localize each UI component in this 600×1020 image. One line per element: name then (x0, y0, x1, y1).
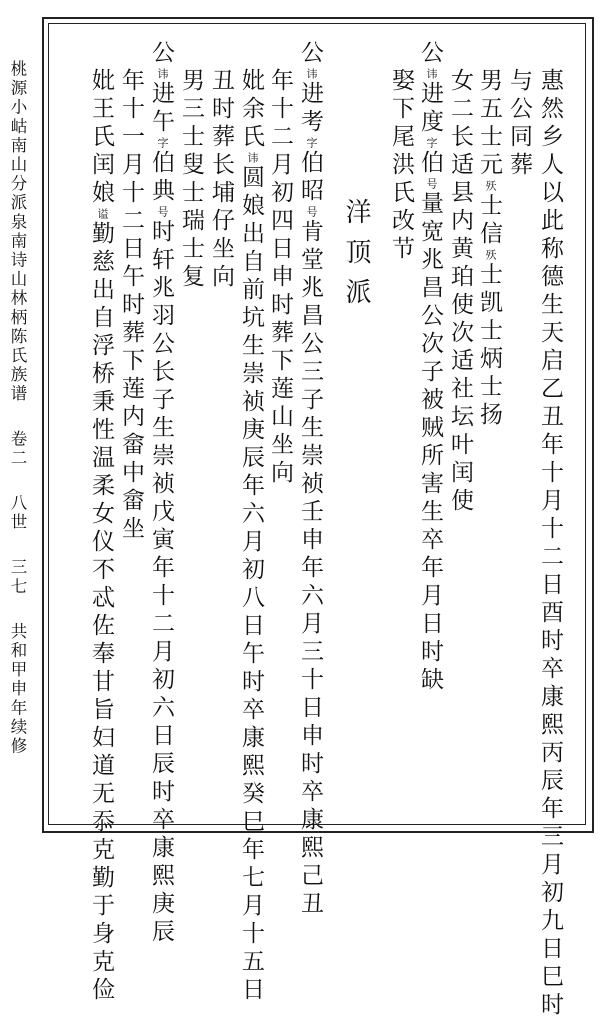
book-title: 桃源小岵南山分派泉南诗山林柄陈氏族谱 (8, 60, 27, 404)
sons-label: 男五 (476, 68, 502, 124)
column-text: 伯典 (148, 150, 174, 206)
column-text: 时轩 (148, 219, 174, 275)
text-column-11 (177, 68, 204, 292)
annotation: 讳 (305, 68, 318, 81)
column-text: 量宽 (417, 191, 443, 247)
text-column-5 (416, 40, 445, 695)
column-text: 年十二月初四日申时葬下莲山坐 (267, 68, 293, 460)
son-name: 士复 (178, 236, 204, 292)
text-column-1 (536, 68, 563, 1020)
section-title: 洋顶派 (341, 198, 371, 318)
column-text: 年十一月十二日午时葬下莲内畲中畲坐 (118, 68, 144, 544)
column-text: 进考 (297, 81, 323, 137)
column-text: 惠然乡人以此称德生天启乙丑年十月十二日酉时卒康熙丙辰年三月初九日巳时 (537, 68, 563, 1020)
text-column-7 (296, 40, 325, 919)
annotation: 谥 (96, 208, 109, 221)
annotation: 殀 (484, 180, 497, 193)
column-text: 兆羽公长子生崇祯戊寅年十二月初六日辰时卒康熙庚辰 (148, 275, 174, 947)
daughter-entry: 次适社坛叶闰使 (447, 320, 473, 516)
column-text: 伯昭 (297, 150, 323, 206)
column-text: 娶下尾洪氏改节 (388, 68, 414, 264)
son-name: 士扬 (476, 374, 502, 430)
column-text: 伯 (417, 150, 443, 178)
column-text: 丑时葬长埔仔坐 (208, 68, 234, 264)
annotation: 号 (305, 206, 318, 219)
margin-column (5, 60, 29, 756)
column-text: 公 (148, 40, 174, 68)
text-column-3 (475, 68, 504, 430)
column-text: 妣王氏闰娘 (88, 68, 114, 208)
son-name: 士信 (476, 193, 502, 249)
column-text: 兆昌公三子生崇祯壬申年六月三十日申时卒康熙己丑 (297, 275, 323, 919)
edition-label: 共和甲申年续修 (8, 622, 27, 757)
text-column-6 (387, 68, 414, 264)
son-name: 士瑞 (178, 180, 204, 236)
annotation: 殀 (484, 249, 497, 262)
son-name: 士凯 (476, 262, 502, 318)
annotation: 字 (425, 137, 438, 150)
annotation: 讳 (425, 68, 438, 81)
generation-label: 八世 (8, 494, 27, 533)
son-name: 士炳 (476, 318, 502, 374)
text-column-10 (207, 68, 234, 292)
column-text: 进度 (417, 81, 443, 137)
text-column-4 (446, 68, 473, 516)
column-text: 兆昌公次子被贼所害生卒年月日时缺 (417, 247, 443, 695)
annotation: 号 (425, 178, 438, 191)
sons-label: 男三 (178, 68, 204, 124)
column-text: 公 (417, 40, 443, 68)
column-text: 勤慈出自浮桥秉性温柔女仪不忒佐奉甘旨妇道无忝克勤于身克俭 (88, 221, 114, 1005)
column-text: 向 (208, 264, 234, 292)
son-name: 士叟 (178, 124, 204, 180)
column-text: 圆娘出自前坑生崇祯庚辰年六月初八日午时卒康熙癸巳年七月十五日 (238, 165, 264, 1005)
annotation: 讳 (246, 152, 259, 165)
daughter-entry: 长适县内黄珀使 (447, 124, 473, 320)
text-column-14 (87, 68, 116, 1005)
text-column-9 (237, 68, 266, 1005)
annotation: 号 (156, 206, 169, 219)
column-text: 向 (267, 460, 293, 488)
column-text: 肯堂 (297, 219, 323, 275)
son-name: 士元 (476, 124, 502, 180)
column-text: 公 (297, 40, 323, 68)
page-number: 三七 (8, 558, 27, 597)
column-text: 妣余氏 (238, 68, 264, 152)
text-column-13 (117, 68, 144, 544)
column-text: 进午 (148, 81, 174, 137)
volume-label: 卷二 (8, 429, 27, 469)
daughters-label: 女二 (447, 68, 473, 124)
annotation: 字 (305, 137, 318, 150)
text-column-12 (147, 40, 176, 947)
text-column-2 (505, 68, 532, 180)
annotation: 字 (156, 137, 169, 150)
text-column-8 (266, 68, 293, 488)
column-text: 与公同葬 (506, 68, 532, 180)
annotation: 讳 (156, 68, 169, 81)
